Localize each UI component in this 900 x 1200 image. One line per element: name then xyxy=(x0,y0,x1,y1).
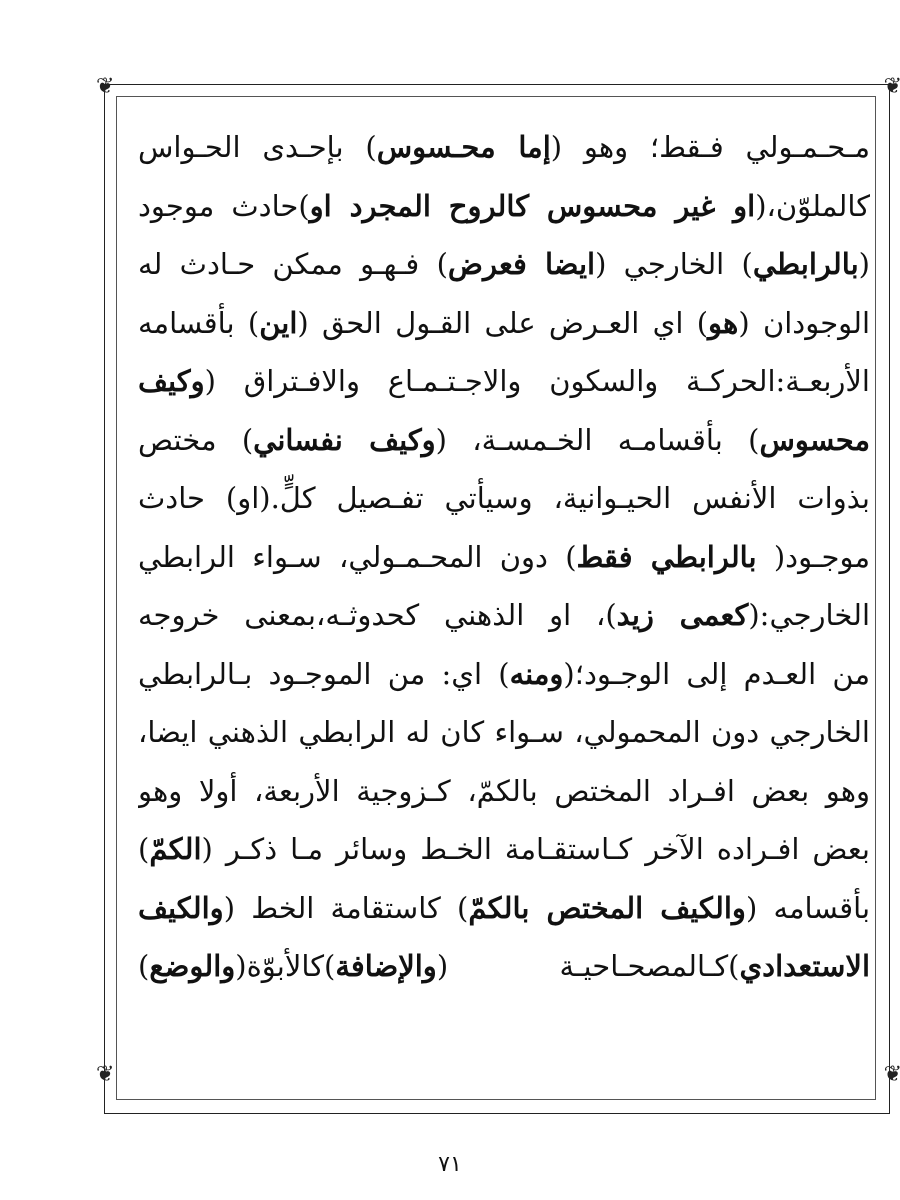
text-run: كالملوّن،( xyxy=(755,188,870,223)
text-run: مـحـمـولي فـقط؛ وهو ( xyxy=(550,130,870,164)
bold-phrase: والكيف المختص بالكمّ xyxy=(468,890,746,925)
bold-phrase: محسوس xyxy=(759,422,870,457)
text-line xyxy=(138,703,870,762)
text-run: ) اي: من الموجـود بـالرابطي xyxy=(138,656,510,691)
bold-phrase: الاستعدادي xyxy=(739,949,870,983)
bold-phrase: بالرابطي xyxy=(752,247,859,281)
text-run: ) الخارجي ( xyxy=(595,247,753,281)
text-line xyxy=(138,528,870,587)
text-line xyxy=(138,235,870,294)
text-line xyxy=(138,586,870,645)
text-run: )حادث موجود xyxy=(138,188,310,223)
bold-phrase: والإضافة xyxy=(335,949,437,983)
text-run: وهو بعض افـراد المختص بالكمّ، كـزوجية الأربعة، أولا وهو xyxy=(138,773,870,808)
text-line xyxy=(138,294,870,353)
text-run: بأقسامه ( xyxy=(745,890,870,925)
text-run: )، او الذهني كحدوثـه،بمعنى خروجه xyxy=(138,598,617,632)
corner-ornament-bottom-left: ❦ xyxy=(96,1062,113,1087)
text-run: بعض افـراده الآخر كـاستقـامة الخـط وسائر مـا ذكـر ( xyxy=(201,832,870,866)
text-run: ) اي العـرض على القـول الحق ( xyxy=(297,305,709,340)
text-run: )كـالمصحـاحيـة ( xyxy=(436,949,740,983)
bold-phrase: وكيف xyxy=(138,364,205,398)
bold-phrase: ومنه xyxy=(509,656,564,691)
text-run: الخارجي دون المحمولي، سـواء كان له الرابطي الذهني ايضا، xyxy=(138,715,870,749)
body-text xyxy=(138,118,870,996)
text-run: الوجودان ( xyxy=(738,305,870,340)
page-number: ٧١ xyxy=(438,1152,462,1177)
text-line xyxy=(138,762,870,821)
text-run: )كالأبوّة( xyxy=(235,949,336,983)
text-run: ) بإحـدى الحـواس xyxy=(138,130,377,164)
text-run: ( xyxy=(858,247,870,281)
bold-phrase: وكيف نفساني xyxy=(253,422,436,457)
text-run: ) دون المحـمـولي، سـواء الرابطي xyxy=(138,539,577,574)
text-line xyxy=(138,820,870,879)
text-line xyxy=(138,645,870,704)
text-run: من العـدم إلى الوجـود؛( xyxy=(563,656,870,691)
text-line xyxy=(138,352,870,411)
bold-phrase: ايضا فعرض xyxy=(447,247,596,281)
bold-phrase: إما محـسوس xyxy=(376,130,551,164)
text-run: ) بأقسامـه الخـمسـة، ( xyxy=(435,422,760,457)
bold-phrase: اين xyxy=(259,305,298,340)
bold-phrase: كعمى زيد xyxy=(616,598,749,632)
bold-phrase: او غير محسوس كالروح المجرد او xyxy=(309,188,756,223)
bold-phrase: هو xyxy=(708,305,739,340)
text-run: ) بأقسامه xyxy=(138,305,260,340)
text-line xyxy=(138,469,870,528)
bold-phrase: والكيف xyxy=(138,890,224,925)
bold-phrase: والوضع xyxy=(149,949,236,983)
corner-ornament-top-left: ❦ xyxy=(96,74,113,99)
text-run: ) مختص xyxy=(138,422,254,457)
corner-ornament-top-right: ❦ xyxy=(883,74,900,99)
text-run: بذوات الأنفس الحيـوانية، وسيأتي تفـصيل كلٍّ.(او) حادث xyxy=(138,481,870,515)
text-run: ) كاستقامة الخط ( xyxy=(223,890,469,925)
text-run: الأربعـة:الحركـة والسكون والاجـتـمـاع والافـتراق ( xyxy=(204,364,870,398)
text-run: الخارجي:( xyxy=(748,598,870,632)
text-line xyxy=(138,879,870,938)
text-run: ) فـهـو ممكن حـادث له xyxy=(138,247,448,281)
bold-phrase: الكمّ xyxy=(149,832,202,866)
text-run: ) xyxy=(138,949,150,983)
text-line xyxy=(138,177,870,236)
text-line xyxy=(138,937,870,996)
text-run: موجـود( xyxy=(756,539,870,574)
text-line xyxy=(138,411,870,470)
text-line xyxy=(138,118,870,177)
text-run: ) xyxy=(138,832,150,866)
corner-ornament-bottom-right: ❦ xyxy=(883,1062,900,1087)
bold-phrase: بالرابطي فقط xyxy=(576,539,757,574)
